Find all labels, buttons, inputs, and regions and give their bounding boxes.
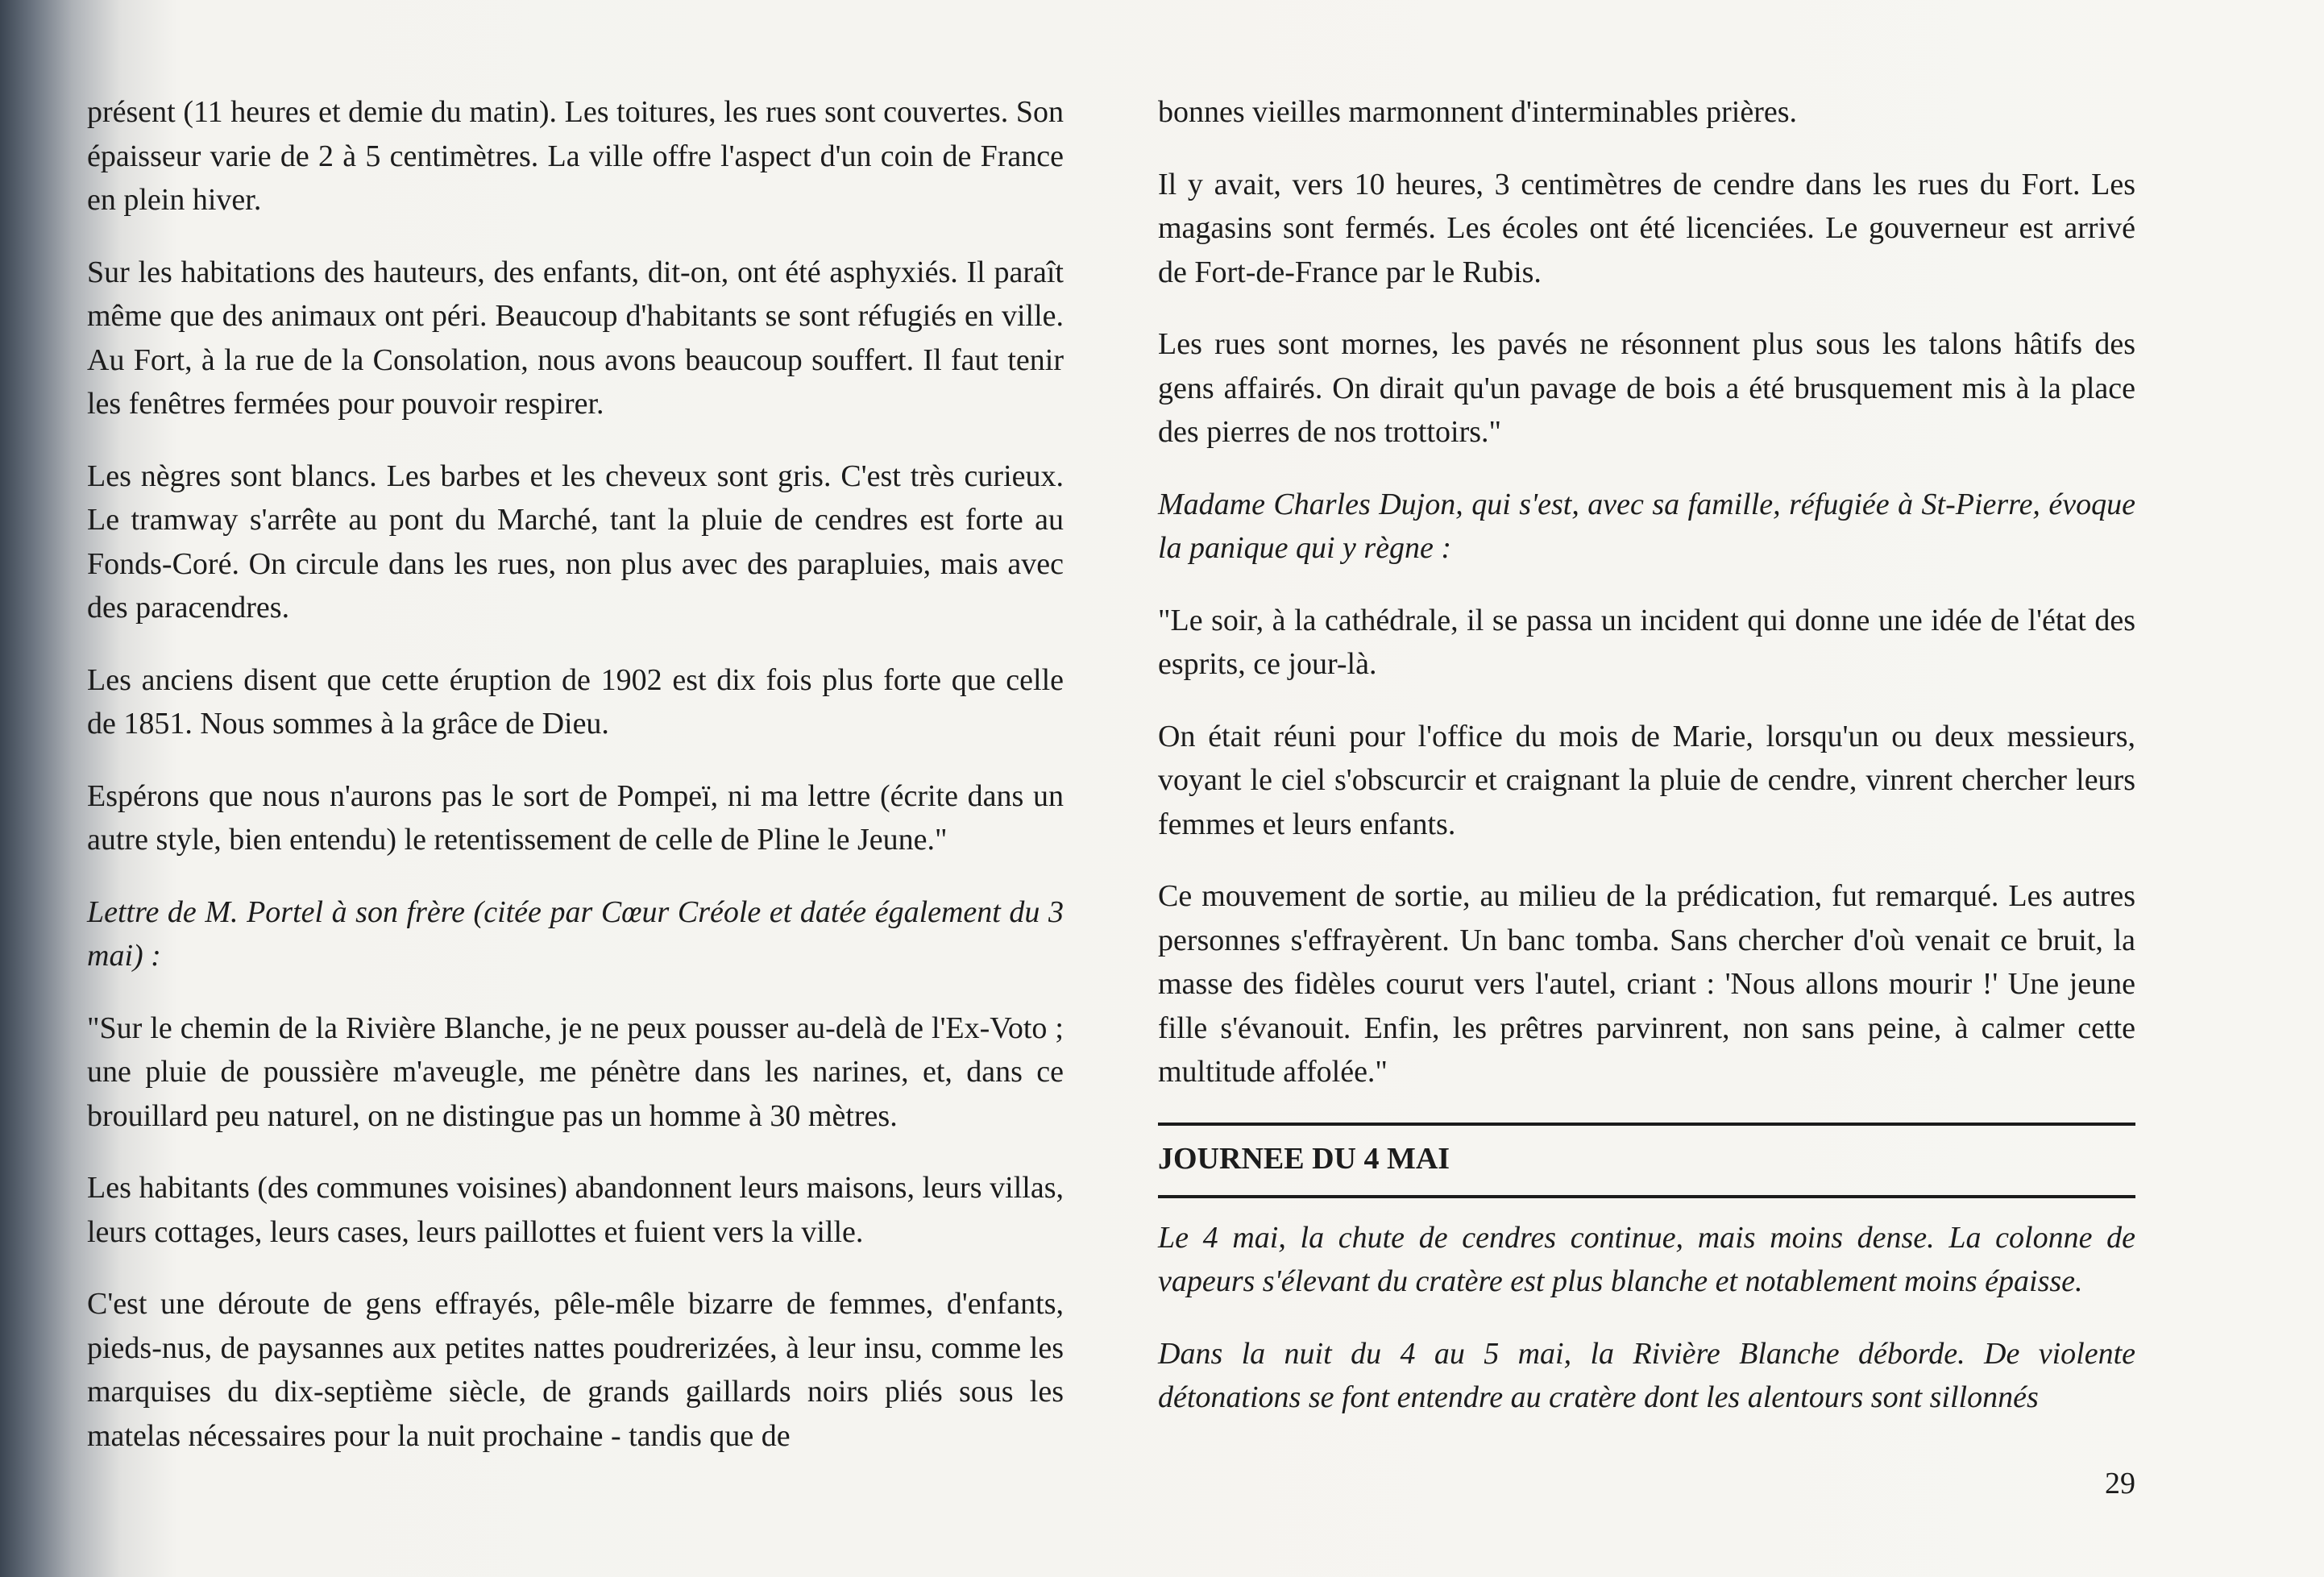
paragraph: Les rues sont mornes, les pavés ne résonnent plus sous les talons hâtifs des gens affairés. On dirait qu'un pavage de bois a été brusquement mis à la place des pierres de nos trottoirs." xyxy=(1158,327,2135,449)
source-citation: Lettre de M. Portel à son frère (citée par Cœur Créole et datée également du 3 mai) : xyxy=(87,894,1064,973)
paragraph: Sur les habitations des hauteurs, des enfants, dit-on, ont été asphyxiés. Il paraît même que des animaux ont péri. Beaucoup d'habitants se sont réfugiés en ville. Au Fort, à la rue de la Consolation, nous avons beaucoup souffert. Il faut tenir les fenêtres fermées pour pouvoir respirer. xyxy=(87,255,1064,421)
paragraph: "Le soir, à la cathédrale, il se passa un incident qui donne une idée de l'état des esprits, ce jour-là. xyxy=(1158,603,2135,681)
left-column xyxy=(87,90,1064,1486)
paragraph: Espérons que nous n'aurons pas le sort de Pompeï, ni ma lettre (écrite dans un autre style, bien entendu) le retentissement de celle de Pline le Jeune." xyxy=(87,778,1064,857)
paragraph: On était réuni pour l'office du mois de Marie, lorsqu'un ou deux messieurs, voyant le ciel s'obscurcir et craignant la pluie de cendre, vinrent chercher leurs femmes et leurs enfants. xyxy=(1158,719,2135,841)
paragraph: Les habitants (des communes voisines) abandonnent leurs maisons, leurs villas, leurs cottages, leurs cases, leurs paillottes et fuient vers la ville. xyxy=(87,1171,1064,1249)
paragraph: "Sur le chemin de la Rivière Blanche, je ne peux pousser au-delà de l'Ex-Voto ; une pluie de poussière m'aveugle, me pénètre dans les narines, et, dans ce brouillard peu naturel, on ne distingue pas un homme à 30 mètres. xyxy=(87,1011,1064,1133)
section-paragraph: Le 4 mai, la chute de cendres continue, mais moins dense. La colonne de vapeurs s'élevant du cratère est plus blanche et notablement moins épaisse. xyxy=(1158,1220,2135,1298)
paragraph: Les anciens disent que cette éruption de 1902 est dix fois plus forte que celle de 1851. Nous sommes à la grâce de Dieu. xyxy=(87,662,1064,741)
paragraph: présent (11 heures et demie du matin). Les toitures, les rues sont couvertes. Son épaisseur varie de 2 à 5 centimètres. La ville offre l'aspect d'un coin de France en plein hiver. xyxy=(87,95,1064,217)
paragraph: Les nègres sont blancs. Les barbes et les cheveux sont gris. C'est très curieux. Le tramway s'arrête au pont du Marché, tant la pluie de cendres est forte au Fonds-Coré. On circule dans les rues, non plus avec des parapluies, mais avec des paracendres. xyxy=(87,459,1064,625)
paragraph: Il y avait, vers 10 heures, 3 centimètres de cendre dans les rues du Fort. Les magasins sont fermés. Les écoles ont été licenciées. Le gouverneur est arrivé de Fort-de-France par le Rubis. xyxy=(1158,167,2135,289)
paragraph: bonnes vieilles marmonnent d'interminables prières. xyxy=(1158,95,1798,129)
section-rule-bottom xyxy=(1158,1195,2135,1198)
section-paragraph: Dans la nuit du 4 au 5 mai, la Rivière Blanche déborde. De violente détonations se font entendre au cratère dont les alentours sont sillonnés xyxy=(1158,1336,2135,1414)
right-column xyxy=(1158,90,2135,1448)
page-number: 29 xyxy=(2105,1467,2135,1500)
section-rule-top xyxy=(1158,1123,2135,1126)
section-title: JOURNEE DU 4 MAI xyxy=(1158,1141,1450,1176)
source-citation: Madame Charles Dujon, qui s'est, avec sa famille, réfugiée à St-Pierre, évoque la panique qui y règne : xyxy=(1158,487,2135,565)
paragraph: Ce mouvement de sortie, au milieu de la prédication, fut remarqué. Les autres personnes s'effrayèrent. Un banc tomba. Sans chercher d'où venait ce bruit, la masse des fidèles courut vers l'autel, criant : 'Nous allons mourir !' Une jeune fille s'évanouit. Enfin, les prêtres parvinrent, non sans peine, à calmer cette multitude affolée." xyxy=(1158,879,2135,1089)
paragraph: C'est une déroute de gens effrayés, pêle-mêle bizarre de femmes, d'enfants, pieds-nus, de paysannes aux petites nattes poudrerizées, à leur insu, comme les marquises du dix-septième siècle, de grands gaillards noirs pliés sous les matelas nécessaires pour la nuit prochaine - tandis que de xyxy=(87,1287,1064,1453)
